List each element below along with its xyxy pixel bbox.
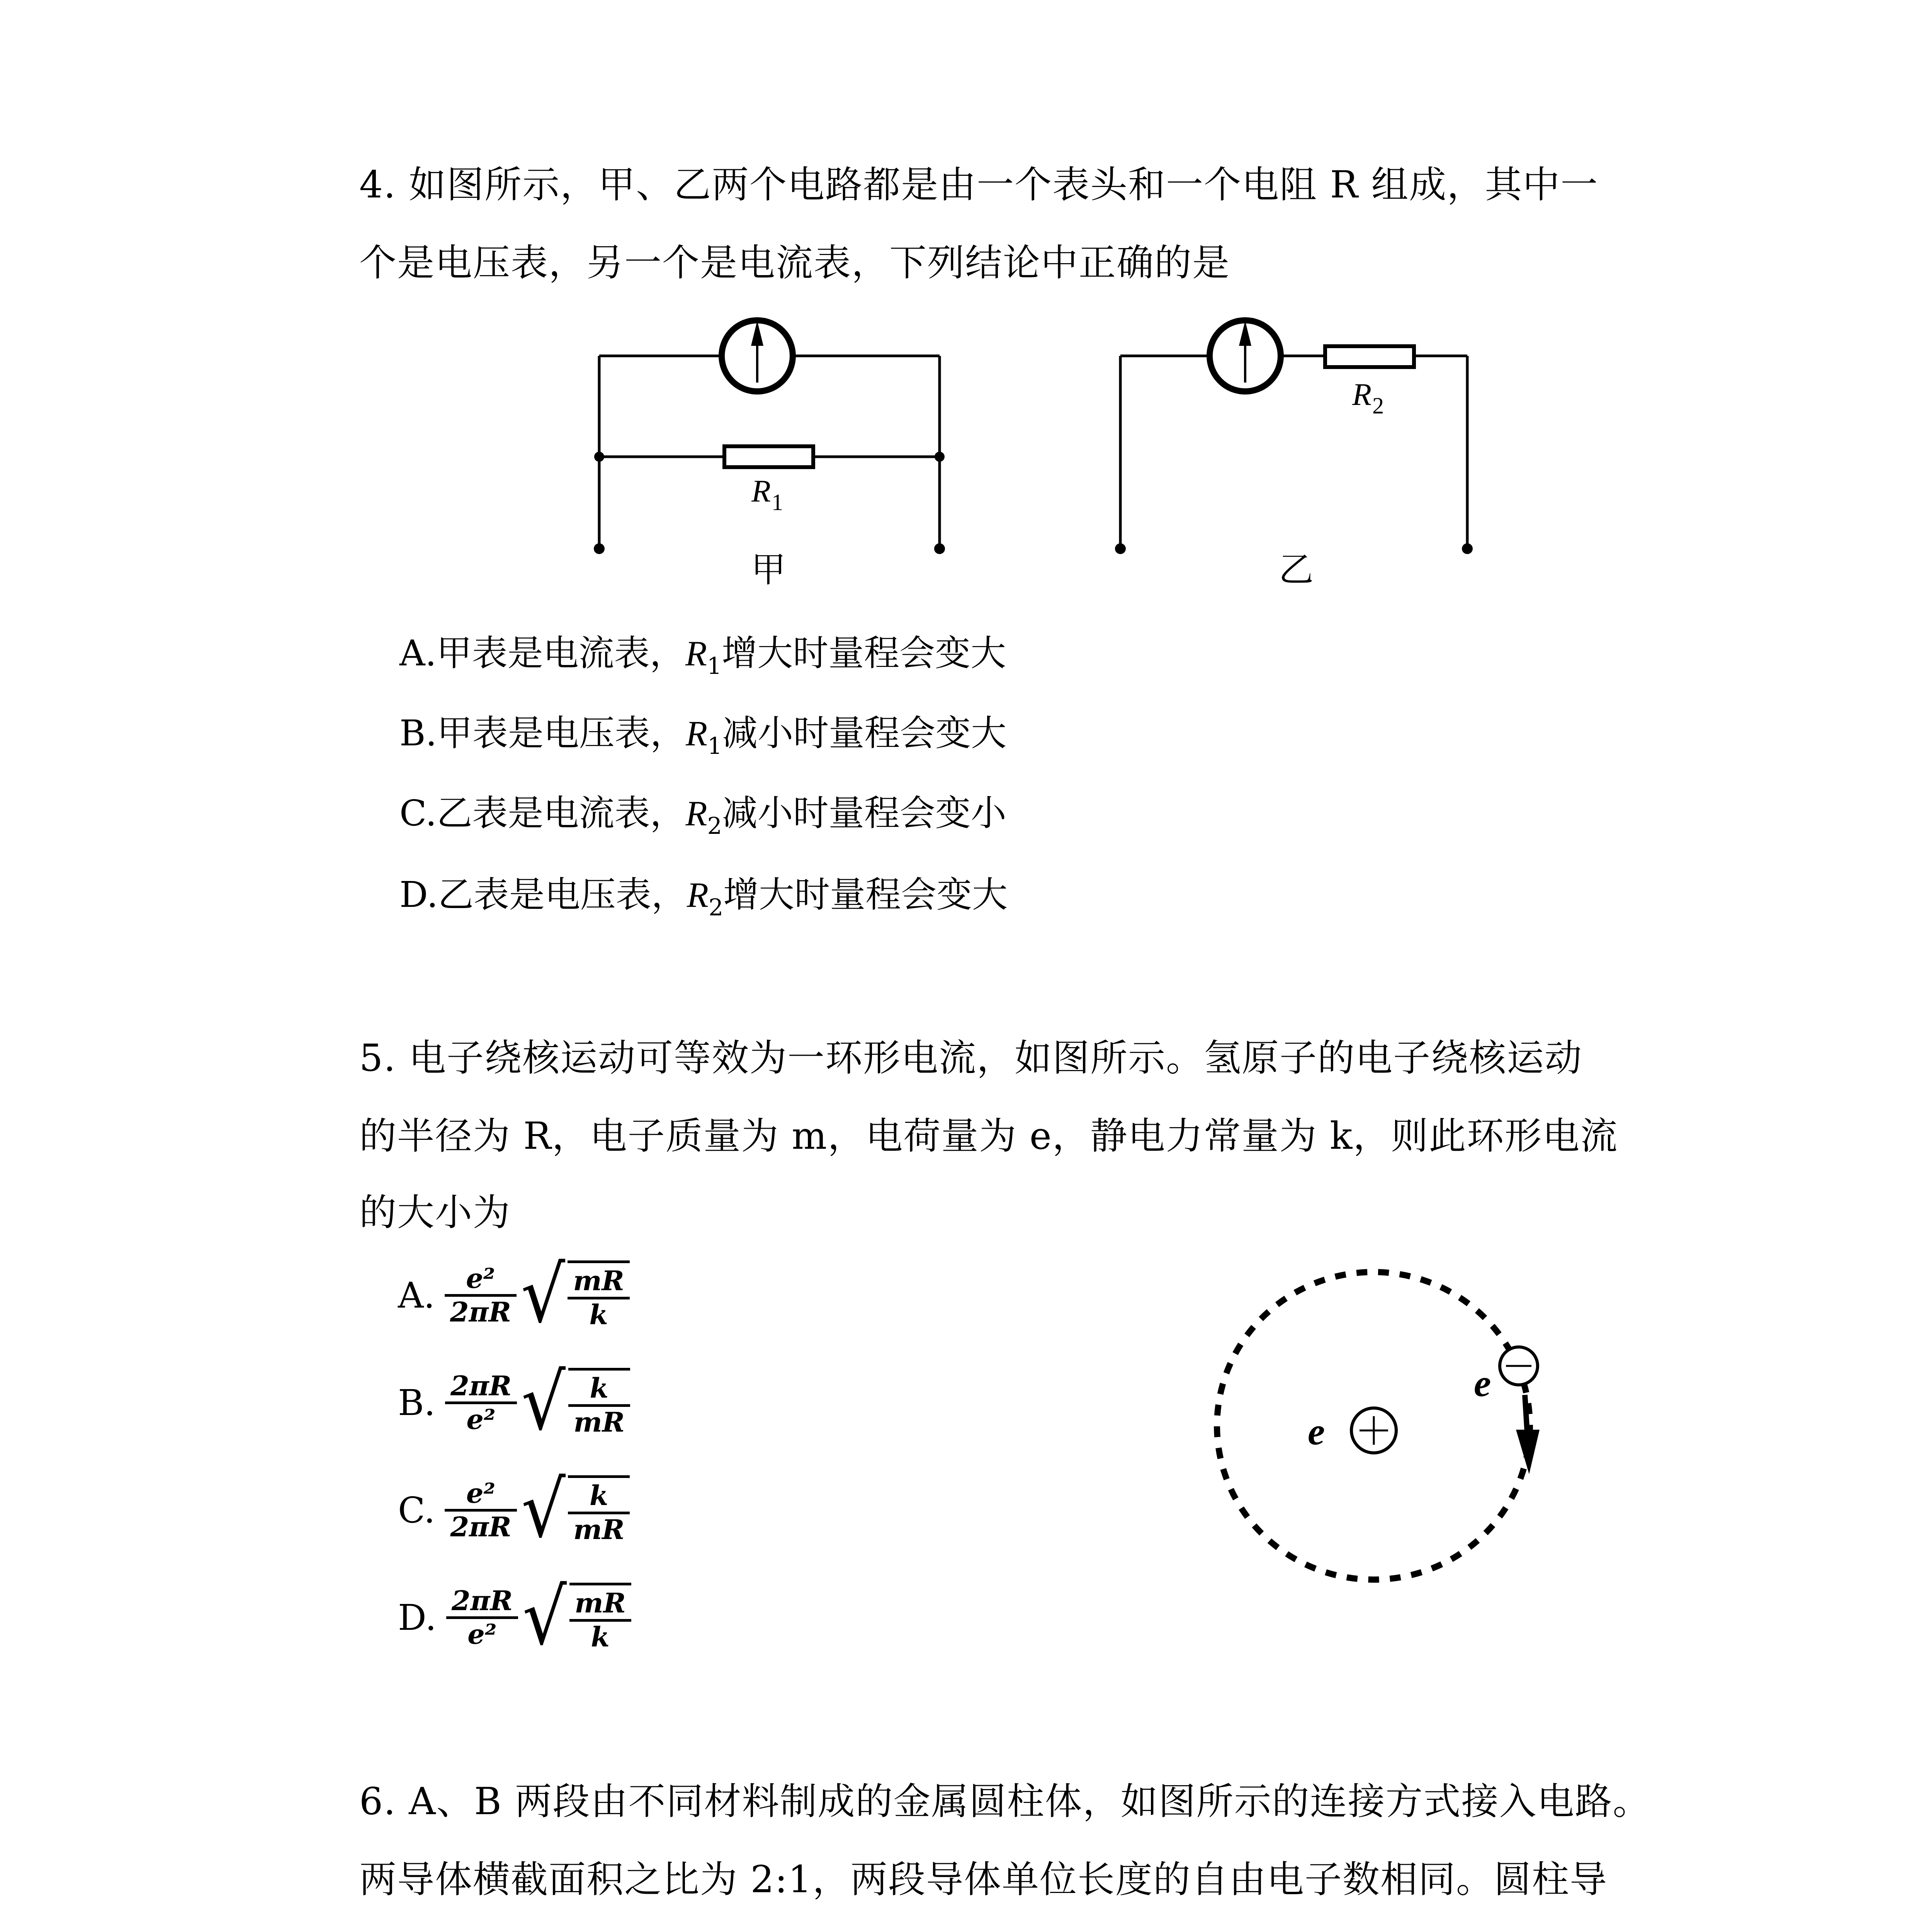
q4-option-b[interactable]: B.甲表是电压表，$R_1$减小时量程会变大: [399, 713, 1007, 760]
label-r1: $R_1$: [751, 473, 784, 515]
q4-stem-line1: 4. 如图所示，甲、乙两个电路都是由一个表头和一个电阻 R 组成，其中一: [359, 163, 1599, 206]
option-text: A.甲表是电流表，: [399, 633, 685, 674]
fraction: $\frac{\text{e²}}{2\pi R}$: [445, 1263, 517, 1328]
q6-stem-line1: 6. A、B 两段由不同材料制成的金属圆柱体，如图所示的连接方式接入电路。: [359, 1780, 1651, 1823]
q6-stem-line2: 两导体横截面积之比为 2:1，两段导体单位长度的自由电子数相同。圆柱导: [359, 1858, 1608, 1901]
fraction: $\frac{\text{e²}}{2\pi R}$: [445, 1478, 517, 1543]
q4-option-c[interactable]: C.乙表是电流表，$R_2$减小时量程会变小: [399, 793, 1006, 840]
q5-option-c[interactable]: C. $\frac{\text{e²}}{2\pi R}$ √ $\frac{k}{mR}$: [398, 1475, 630, 1545]
option-text: C.乙表是电流表，: [399, 793, 686, 834]
sqrt-icon: √ $\frac{mR}{k}$: [520, 1583, 631, 1653]
label-r2: $R_2$: [1352, 377, 1385, 418]
q5-stem-line2: 的半径为 R，电子质量为 m，电荷量为 e，静电力常量为 k，则此环形电流: [359, 1114, 1618, 1158]
q4-option-d[interactable]: D.乙表是电压表，$R_2$增大时量程会变大: [399, 874, 1008, 921]
q5-stem-line1: 5. 电子绕核运动可等效为一环形电流，如图所示。氢原子的电子绕核运动: [359, 1036, 1583, 1080]
q4-option-a[interactable]: A.甲表是电流表，$R_1$增大时量程会变大: [399, 633, 1006, 680]
nucleus-label: e: [1308, 1410, 1326, 1453]
q5-option-d[interactable]: D. $\frac{2\pi R}{\text{e²}}$ √ $\frac{mR}{k}$: [398, 1583, 631, 1653]
fraction: $\frac{2\pi R}{\text{e²}}$: [446, 1585, 518, 1650]
sqrt-icon: √ $\frac{mR}{k}$: [518, 1260, 630, 1330]
caption-jia: 甲: [751, 549, 787, 590]
fraction: $\frac{2\pi R}{\text{e²}}$: [445, 1371, 517, 1435]
sqrt-icon: √ $\frac{k}{mR}$: [519, 1368, 630, 1438]
sqrt-icon: √ $\frac{k}{mR}$: [519, 1475, 630, 1545]
option-text: D.乙表是电压表，: [399, 874, 687, 915]
q5-option-a[interactable]: A. $\frac{\text{e²}}{2\pi R}$ √ $\frac{mR}{k}$: [398, 1260, 630, 1330]
q4-stem-line2: 个是电压表，另一个是电流表，下列结论中正确的是: [359, 241, 1230, 284]
option-text: B.甲表是电压表，: [399, 713, 686, 754]
q5-stem-line3: 的大小为: [359, 1191, 511, 1234]
q5-option-b[interactable]: B. $\frac{2\pi R}{\text{e²}}$ √ $\frac{k}{mR}$: [398, 1368, 630, 1438]
electron-label: e: [1474, 1362, 1492, 1405]
caption-yi: 乙: [1279, 549, 1314, 590]
